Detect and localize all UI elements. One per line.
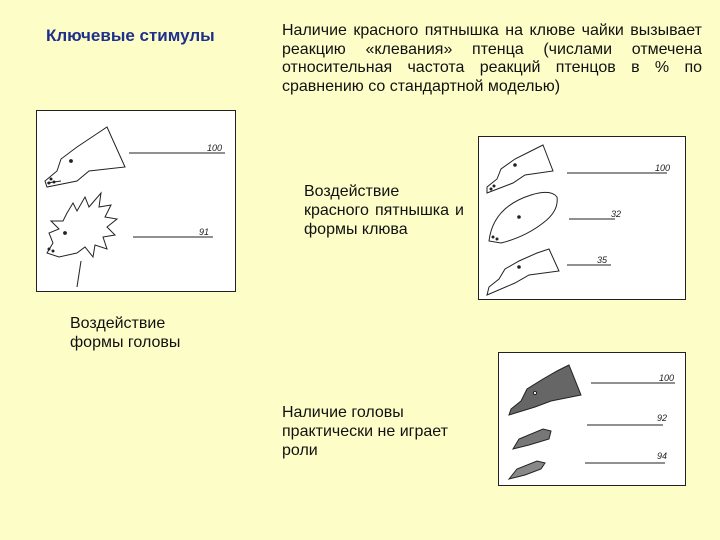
beak-only-model-flat [509,461,545,479]
value-label-2: 92 [657,413,668,423]
value-label-1: 100 [659,373,675,383]
intro-text: Наличие красного пятнышка на клюве чайки вызывает реакцию «клевания» птенца (числами отмечена относительная частота реакций птенцов в % по сравнению со стандартной моделью) [282,22,702,95]
caption-head-shape: Воздействие формы головы [70,315,181,351]
slide-title: Ключевые стимулы [46,26,215,45]
head-shape-figure [36,110,236,292]
gull-head-model-standard [45,127,125,187]
beak-only-model [513,429,551,449]
head-presence-figure [498,352,686,486]
caption-spot-beak: Воздействие красного пятнышка и формы клюва [304,183,464,238]
gull-head-model-oval [489,192,557,243]
gull-head-model-jagged [47,193,117,287]
spot-beak-figure [478,136,686,300]
gull-head-model-no-spot [487,249,559,295]
value-label-1: 100 [655,163,671,173]
value-label-3: 94 [657,451,668,461]
value-label-3: 35 [597,255,608,265]
gull-head-model-standard [509,365,581,415]
caption-head-irrelevant: Наличие головы практически не играет роли [282,404,448,459]
value-label-1: 100 [207,143,223,153]
gull-head-model-standard [487,145,553,193]
value-label-2: 32 [611,209,622,219]
value-label-2: 91 [199,227,210,237]
